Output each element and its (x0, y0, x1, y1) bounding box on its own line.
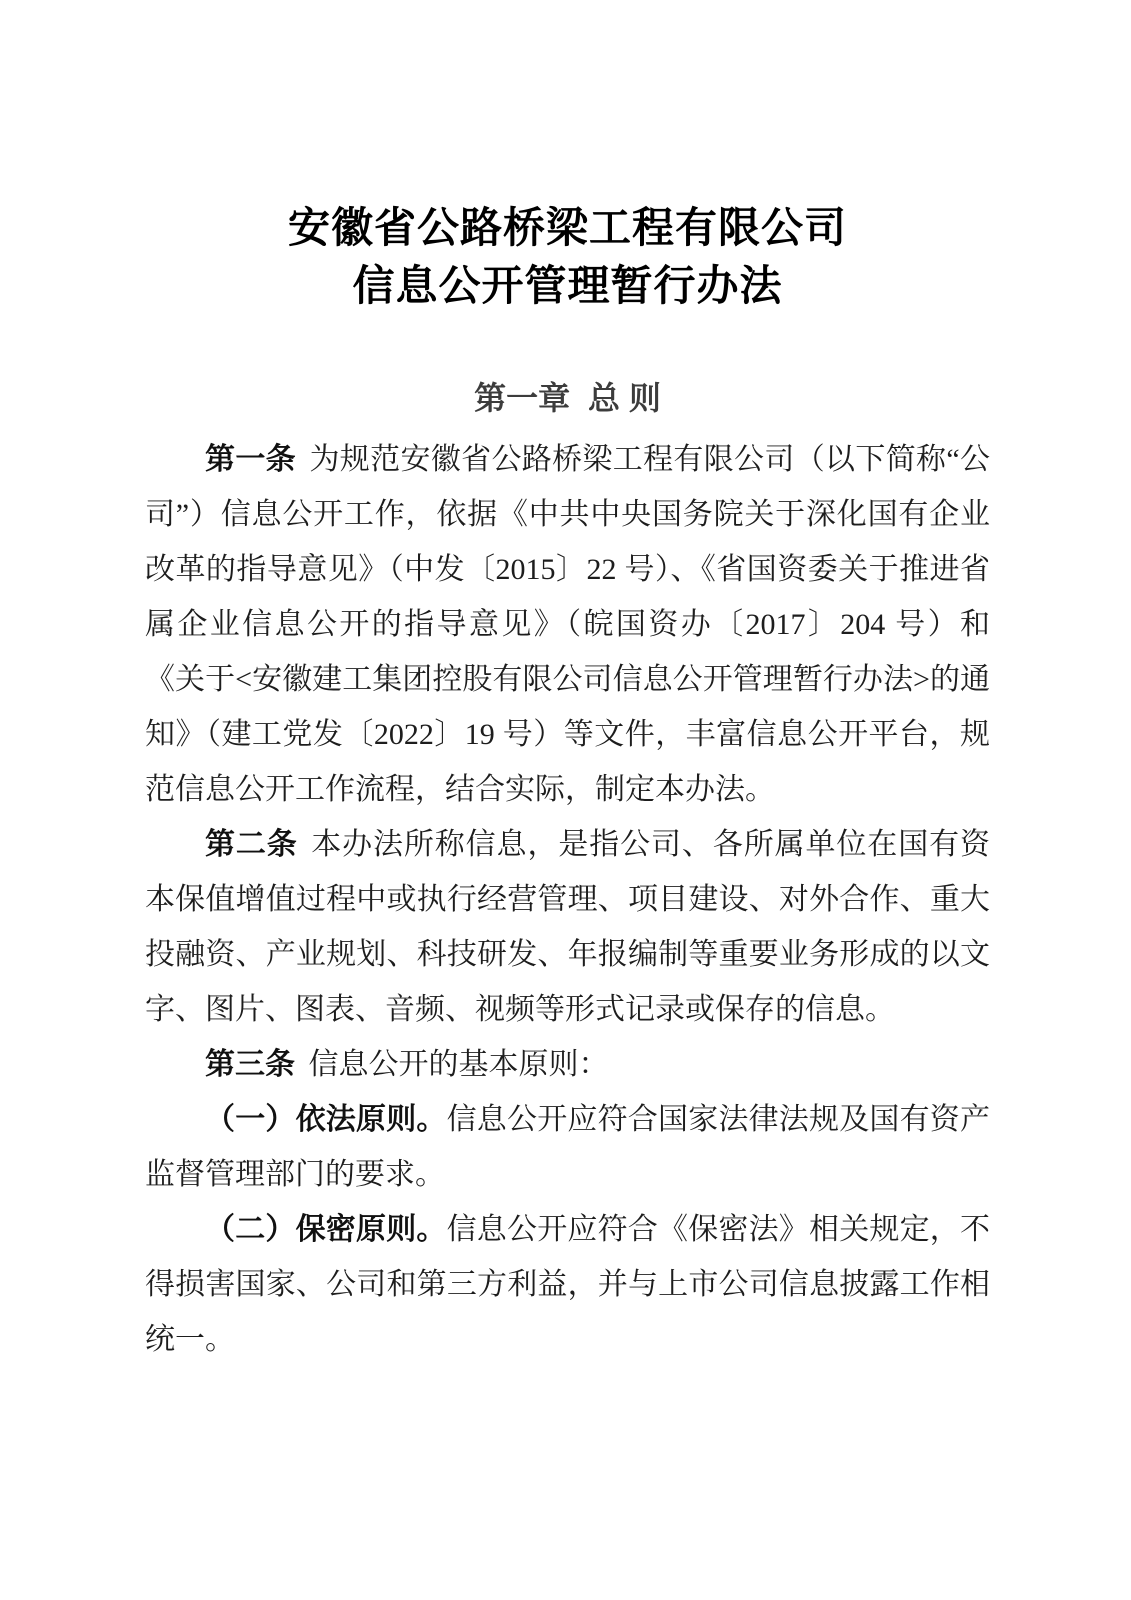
article-2-label: 第二条 (205, 828, 298, 861)
paragraph-principle-2 (145, 1202, 990, 1367)
principle-1-label: （一）依法原则。 (205, 1103, 447, 1136)
paragraph-principle-1 (145, 1092, 990, 1202)
document-title-line-1: 安徽省公路桥梁工程有限公司 (287, 206, 847, 252)
chapter-1-heading: 第一章 总 则 (474, 380, 661, 416)
document-body (145, 432, 990, 1367)
paragraph-article-2 (145, 817, 990, 1037)
document-title (145, 0, 990, 316)
paragraph-article-1 (145, 432, 990, 817)
principle-2-label: （二）保密原则。 (205, 1213, 447, 1246)
article-1-text: 为规范安徽省公路桥梁工程有限公司（以下简称“公司”）信息公开工作，依据《中共中央国务院关于深化国有企业改革的指导意见》（中发〔2015〕22 号）、《省国资委关于推进省属企业信息公开的指导意见》（皖国资办〔2017〕204 号）和《关于<安徽建工集团控股有限公司信息公开管理暂行办法>的通知》（建工党发〔2022〕19 号）等文件，丰富信息公开平台，规范信息公开工作流程，结合实际，制定本办法。 (145, 443, 990, 806)
principle-2-text: 信息公开应符合《保密法》相关规定，不得损害国家、公司和第三方利益，并与上市公司信息披露工作相统一。 (145, 1213, 991, 1356)
article-3-label: 第三条 (205, 1048, 295, 1081)
article-3-text: 信息公开的基本原则： (308, 1048, 609, 1081)
article-1-label: 第一条 (205, 443, 296, 476)
document-title-line-2: 信息公开管理暂行办法 (352, 264, 783, 310)
article-2-text: 本办法所称信息，是指公司、各所属单位在国有资本保值增值过程中或执行经营管理、项目建设、对外合作、重大投融资、产业规划、科技研发、年报编制等重要业务形成的以文字、图片、图表、音频、视频等形式记录或保存的信息。 (145, 828, 990, 1026)
principle-1-text: 信息公开应符合国家法律法规及国有资产监督管理部门的要求。 (145, 1103, 991, 1191)
paragraph-article-3 (145, 1037, 990, 1092)
